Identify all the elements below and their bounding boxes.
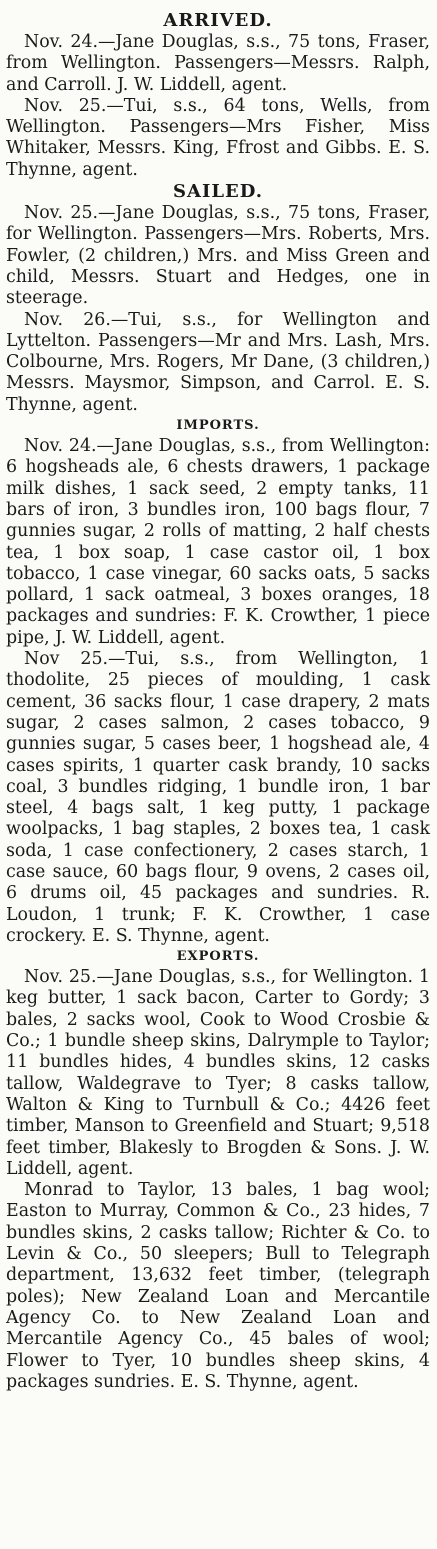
arrival-entry: Nov. 25.—Tui, s.s., 64 tons, Wells, from Wellington. Passengers—Mrs Fisher, Miss Whitaker, Messrs. King, Ffrost and Gibbs. E. S. Thynne, agent.	[6, 95, 430, 180]
sailing-entry: Nov. 25.—Jane Douglas, s.s., 75 tons, Fraser, for Wellington. Passengers—Mrs. Roberts, Mrs. Fowler, (2 children,) Mrs. and Miss Green and child, Messrs. Stuart and Hedges, one in steerage.	[6, 203, 430, 309]
section-heading-sailed: SAILED.	[173, 181, 263, 203]
sailing-entry: Nov. 26.—Tui, s.s., for Wellington and Lyttelton. Passengers—Mr and Mrs. Lash, Mrs. Colbourne, Mrs. Rogers, Mr Dane, (3 children,) Messrs. Maysmor, Simpson, and Carrol. E. S. Thynne, agent.	[6, 309, 430, 415]
section-heading-arrived: ARRIVED.	[163, 10, 273, 31]
arrival-entry: Nov. 24.—Jane Douglas, s.s., 75 tons, Fraser, from Wellington. Passengers—Messrs. Ralph, and Carroll. J. W. Liddell, agent.	[6, 32, 430, 95]
import-entry: Nov 25.—Tui, s.s., from Wellington, 1 thodolite, 25 pieces of moulding, 1 cask cement, 36 sacks flour, 1 case drapery, 2 mats sugar, 2 cases salmon, 2 cases tobacco, 9 gunnies sugar, 5 cases beer, 1 hogshead ale, 4 cases spirits, 1 quarter cask brandy, 10 sacks coal, 3 bundles ridging, 1 bundle iron, 1 bar steel, 4 bags salt, 1 keg putty, 1 package woolpacks, 1 bag staples, 2 boxes tea, 1 cask soda, 1 case confectionery, 2 cases starch, 1 case sauce, 60 bags flour, 9 ovens, 2 cases oil, 6 drums oil, 45 packages and sundries. R. Loudon, 1 trunk; F. K. Crowther, 1 case crockery. E. S. Thynne, agent.	[6, 649, 430, 946]
export-entry: Nov. 25.—Jane Douglas, s.s., for Wellington. 1 keg butter, 1 sack bacon, Carter to Gordy; 3 bales, 2 sacks wool, Cook to Wood Crosbie & Co.; 1 bundle sheep skins, Dalrymple to Taylor; 11 bundles hides, 4 bundles skins, 12 casks tallow, Waldegrave to Tyer; 8 casks tallow, Walton & King to Turnbull & Co.; 4426 feet timber, Manson to Greenfield and Stuart; 9,518 feet timber, Blakesly to Brogden & Sons. J. W. Liddell, agent.	[6, 967, 430, 1179]
export-entry: Monrad to Taylor, 13 bales, 1 bag wool; Easton to Murray, Common & Co., 23 hides, 7 bundles skins, 2 casks tallow; Richter & Co. to Levin & Co., 50 sleepers; Bull to Telegraph department, 13,632 feet timber, (telegraph poles); New Zealand Loan and Mercantile Agency Co. to New Zealand Loan and Mercantile Agency Co., 45 bales of wool; Flower to Tyer, 10 bundles sheep skins, 4 packages sundries. E. S. Thynne, agent.	[6, 1180, 430, 1392]
section-heading-exports: EXPORTS.	[176, 949, 260, 965]
import-entry: Nov. 24.—Jane Douglas, s.s., from Wellington: 6 hogsheads ale, 6 chests drawers, 1 package milk dishes, 1 sack seed, 2 empty tanks, 11 bars of iron, 3 bundles iron, 100 bags flour, 7 gunnies sugar, 2 rolls of matting, 2 half chests tea, 1 box soap, 1 case castor oil, 1 box tobacco, 1 case vinegar, 60 sacks oats, 5 sacks pollard, 1 sack oatmeal, 3 boxes oranges, 18 packages and sundries: F. K. Crowther, 1 piece pipe, J. W. Liddell, agent.	[6, 436, 430, 648]
section-heading-imports: IMPORTS.	[176, 418, 260, 434]
